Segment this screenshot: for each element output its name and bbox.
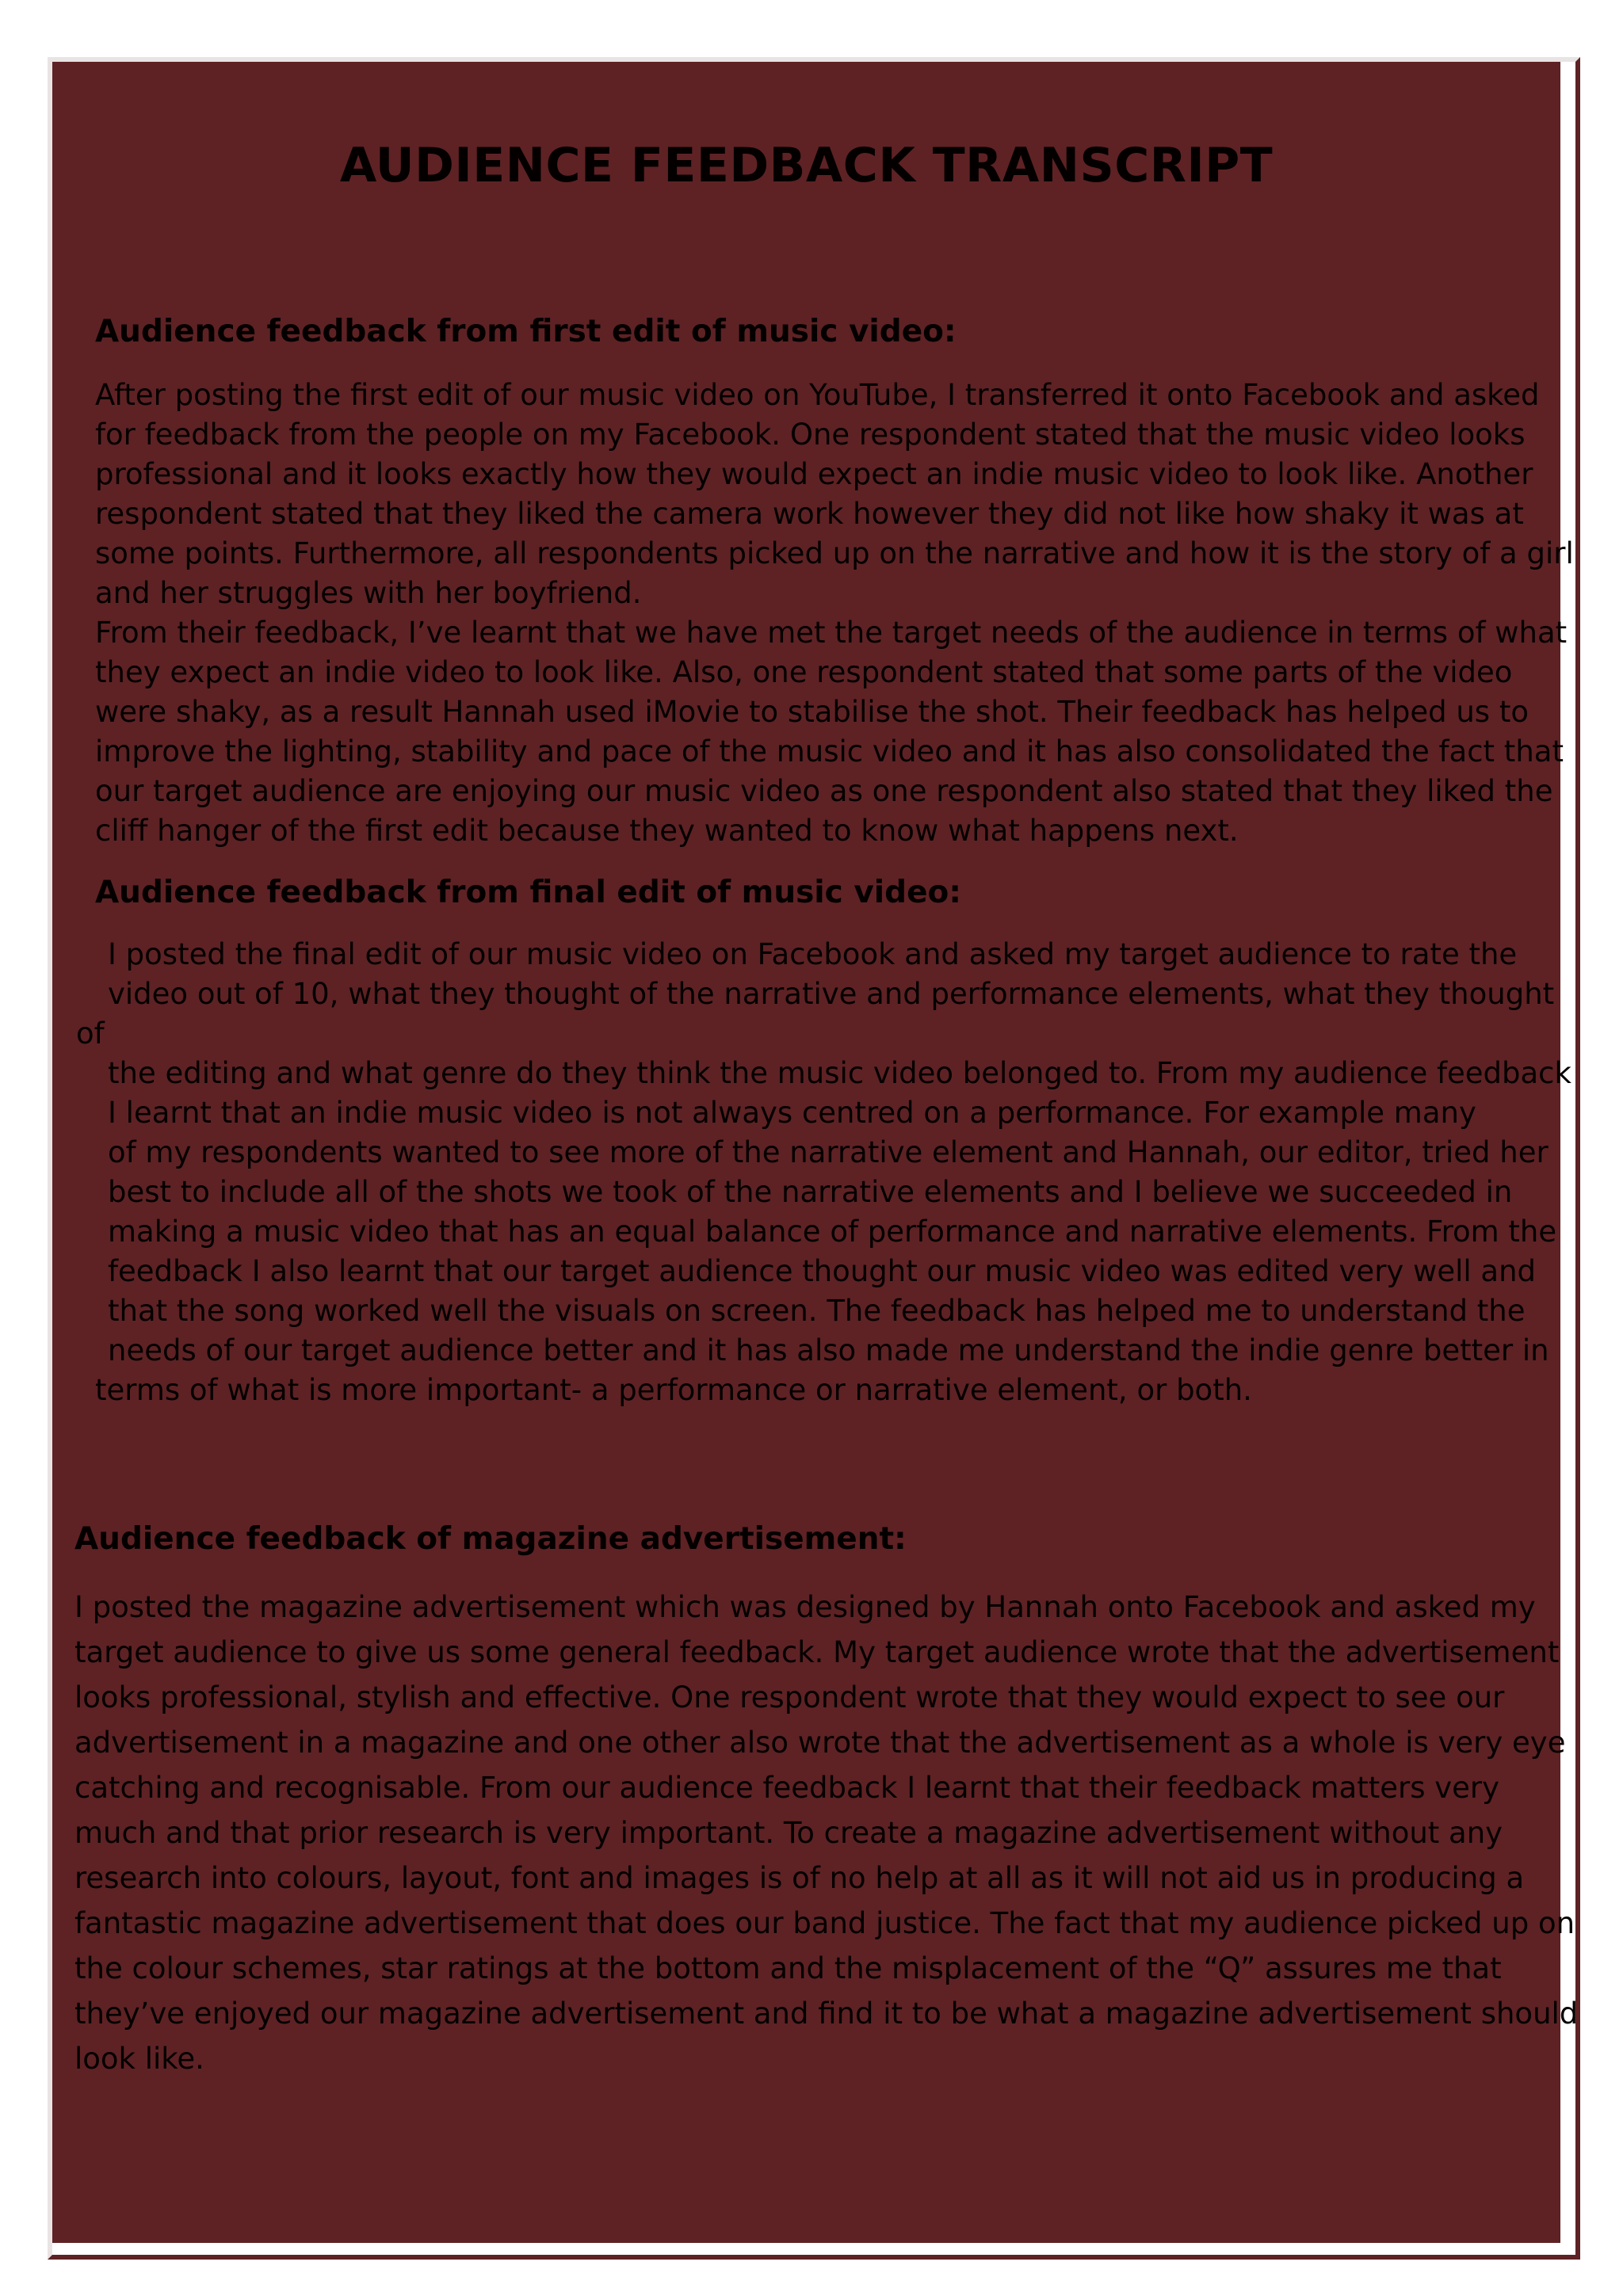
paragraph-line: best to include all of the shots we took of the narrative elements and I believe we succeeded in: [108, 1175, 1513, 1209]
paragraph-line: some points. Furthermore, all respondents picked up on the narrative and how it is the story of a girl: [95, 536, 1574, 570]
paragraph-line: I posted the magazine advertisement which was designed by Hannah onto Facebook and asked my: [74, 1590, 1536, 1624]
section-paragraph-first-edit: [95, 376, 1574, 851]
paragraph-line: terms of what is more important- a performance or narrative element, or both.: [95, 1373, 1252, 1407]
paragraph-line: for feedback from the people on my Facebook. One respondent stated that the music video looks: [95, 418, 1526, 452]
paragraph-line: I posted the final edit of our music video on Facebook and asked my target audience to rate the: [108, 937, 1518, 971]
paragraph-line: our target audience are enjoying our music video as one respondent also stated that they liked the: [95, 774, 1553, 808]
paragraph-line: needs of our target audience better and it has also made me understand the indie genre better in: [108, 1333, 1549, 1367]
paragraph-line: catching and recognisable. From our audience feedback I learnt that their feedback matters very: [74, 1771, 1500, 1805]
paragraph-line: advertisement in a magazine and one other also wrote that the advertisement as a whole is very eye: [74, 1726, 1566, 1760]
paragraph-line: of: [76, 1016, 105, 1051]
paragraph-line: I learnt that an indie music video is not always centred on a performance. For example many: [108, 1096, 1476, 1130]
document-title: AUDIENCE FEEDBACK TRANSCRIPT: [339, 138, 1274, 193]
paragraph-line: research into colours, layout, font and images is of no help at all as it will not aid us in producing a: [74, 1861, 1525, 1895]
paragraph-line: the colour schemes, star ratings at the bottom and the misplacement of the “Q” assures me that: [74, 1951, 1502, 1985]
paragraph-line: improve the lighting, stability and pace of the music video and it has also consolidated the fact that: [95, 734, 1564, 769]
paragraph-line: looks professional, stylish and effective. One respondent wrote that they would expect to see our: [74, 1680, 1505, 1714]
paragraph-line: and her struggles with her boyfriend.: [95, 576, 642, 610]
paragraph-line: From their feedback, I’ve learnt that we have met the target needs of the audience in terms of what: [95, 616, 1568, 650]
paragraph-line: respondent stated that they liked the camera work however they did not like how shaky it was at: [95, 497, 1524, 531]
paragraph-line: target audience to give us some general feedback. My target audience wrote that the advertisement: [74, 1635, 1560, 1669]
paragraph-line: fantastic magazine advertisement that does our band justice. The fact that my audience picked up on: [74, 1906, 1575, 1940]
paragraph-line: making a music video that has an equal balance of performance and narrative elements. From the: [108, 1215, 1557, 1249]
paragraph-line: look like.: [74, 2042, 204, 2076]
paragraph-line: the editing and what genre do they think the music video belonged to. From my audience feedback: [108, 1056, 1571, 1090]
paragraph-line: that the song worked well the visuals on screen. The feedback has helped me to understand the: [108, 1294, 1526, 1328]
section-heading-first-edit: Audience feedback from first edit of music video:: [95, 314, 957, 349]
paragraph-line: they expect an indie video to look like. Also, one respondent stated that some parts of the video: [95, 655, 1513, 689]
paragraph-line: After posting the first edit of our music video on YouTube, I transferred it onto Facebook and asked: [95, 378, 1540, 412]
section-paragraph-magazine-ad: [74, 1585, 1578, 2081]
paragraph-line: cliff hanger of the first edit because they wanted to know what happens next.: [95, 814, 1239, 848]
paragraph-line: video out of 10, what they thought of the narrative and performance elements, what they thought: [108, 977, 1555, 1011]
paragraph-line: much and that prior research is very important. To create a magazine advertisement without any: [74, 1816, 1503, 1850]
document-page: [52, 62, 1579, 2247]
paragraph-line: of my respondents wanted to see more of the narrative element and Hannah, our editor, tried her: [108, 1135, 1549, 1169]
paragraph-line: were shaky, as a result Hannah used iMovie to stabilise the shot. Their feedback has helped us to: [95, 695, 1529, 729]
section-heading-magazine-ad: Audience feedback of magazine advertisement:: [74, 1521, 907, 1557]
paragraph-line: professional and it looks exactly how they would expect an indie music video to look like. Another: [95, 457, 1533, 491]
paragraph-line: they’ve enjoyed our magazine advertisement and find it to be what a magazine advertisement should: [74, 1997, 1579, 2031]
section-heading-final-edit: Audience feedback from final edit of music video:: [95, 875, 961, 910]
paragraph-line: feedback I also learnt that our target audience thought our music video was edited very well and: [108, 1254, 1537, 1288]
section-paragraph-final-edit: [76, 935, 1571, 1410]
